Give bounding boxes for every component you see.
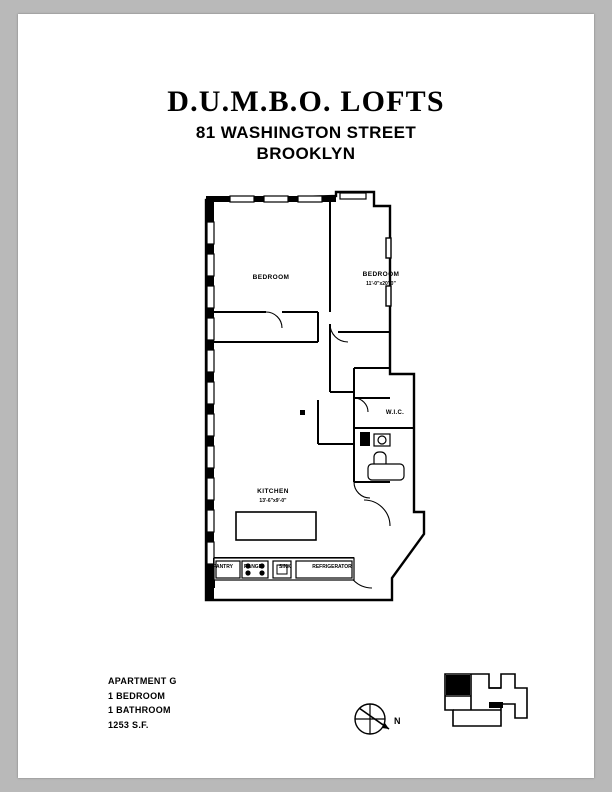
- label-bedroom-2: BEDROOM: [362, 271, 400, 278]
- legend-bedrooms: 1 BEDROOM: [108, 690, 166, 701]
- floor-plan-sheet: [18, 14, 594, 778]
- floor-plan-svg: [178, 182, 438, 612]
- legend-area: 1253 S.F.: [108, 719, 149, 730]
- compass-rose: [348, 696, 408, 742]
- compass-north-label: N: [394, 716, 401, 726]
- title-block: [18, 86, 594, 164]
- legend-bathrooms: 1 BATHROOM: [108, 705, 171, 716]
- label-pantry: PANTRY: [213, 564, 233, 570]
- key-plan-highlight-unit: [446, 675, 470, 695]
- label-walk-in-closet: W.I.C.: [385, 410, 405, 416]
- building-address: 81 WASHINGTON STREET: [195, 122, 417, 142]
- building-borough: BROOKLYN: [256, 143, 356, 163]
- floor-plan-drawing: [178, 182, 438, 612]
- label-sink: SINK: [279, 564, 291, 570]
- label-refrigerator: REFRIGERATOR: [312, 564, 352, 570]
- key-plan-diagram: [423, 662, 543, 742]
- label-kitchen: KITCHEN: [257, 488, 289, 495]
- label-bedroom-2-dimensions: 11'-0"x20'-0": [366, 281, 396, 287]
- building-title: D.U.M.B.O. LOFTS: [167, 85, 445, 118]
- label-kitchen-dimensions: 13'-6"x9'-0": [259, 498, 287, 504]
- label-range: RANGE: [243, 564, 263, 570]
- legend-apartment: APARTMENT G: [108, 676, 177, 686]
- label-bedroom-1: BEDROOM: [252, 274, 290, 281]
- unit-legend: [108, 674, 177, 732]
- key-plan: [423, 662, 543, 742]
